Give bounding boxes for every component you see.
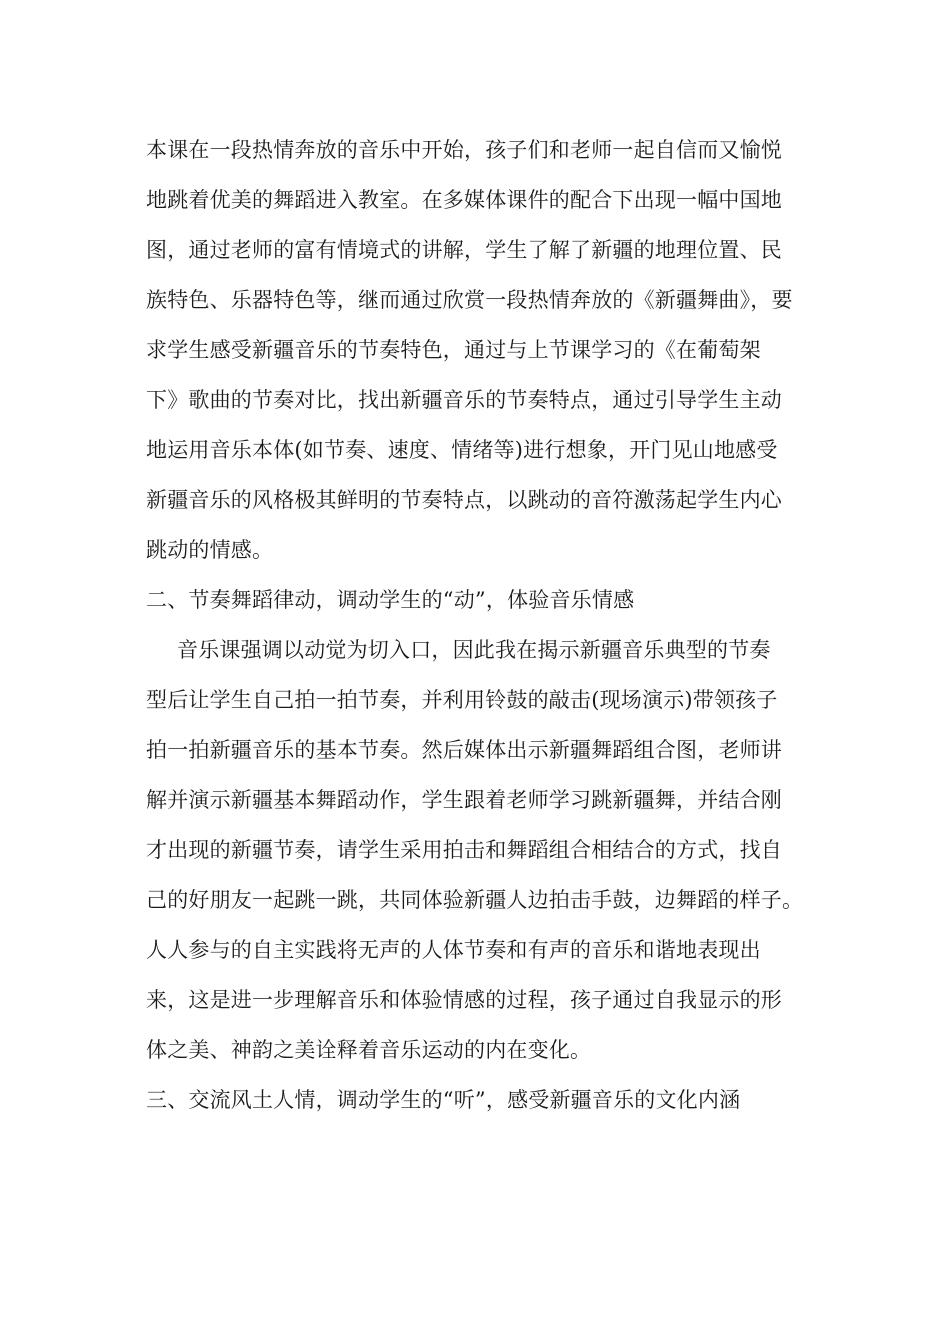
paragraph-line: 族特色、乐器特色等，继而通过欣赏一段热情奔放的《新疆舞曲》，要 — [146, 288, 793, 312]
paragraph-line: 己的好朋友一起跳一跳，共同体验新疆人边拍击手鼓，边舞蹈的样子。 — [146, 888, 804, 912]
section-heading: 二、节奏舞蹈律动，调动学生的“动”，体验音乐情感 — [146, 588, 635, 612]
paragraph-line: 人人参与的自主实践将无声的人体节奏和有声的音乐和谐地表现出 — [146, 938, 761, 962]
paragraph-line: 解并演示新疆基本舞蹈动作，学生跟着老师学习跳新疆舞，并结合刚 — [146, 788, 782, 812]
paragraph-line: 图，通过老师的富有情境式的讲解，学生了解了新疆的地理位置、民 — [146, 238, 782, 262]
paragraph-line: 型后让学生自己拍一拍节奏，并利用铃鼓的敲击(现场演示)带领孩子 — [146, 688, 778, 712]
paragraph-line: 音乐课强调以动觉为切入口，因此我在揭示新疆音乐典型的节奏 — [177, 638, 771, 662]
paragraph-line: 地跳着优美的舞蹈进入教室。在多媒体课件的配合下出现一幅中国地 — [146, 188, 782, 212]
paragraph-line: 地运用音乐本体(如节奏、速度、情绪等)进行想象，开门见山地感受 — [146, 438, 778, 462]
section-heading: 三、交流风土人情，调动学生的“听”，感受新疆音乐的文化内涵 — [146, 1088, 741, 1112]
paragraph-line: 才出现的新疆节奏，请学生采用拍击和舞蹈组合相结合的方式，找自 — [146, 838, 782, 862]
paragraph-line: 体之美、神韵之美诠释着音乐运动的内在变化。 — [146, 1038, 592, 1062]
paragraph-line: 跳动的情感。 — [146, 538, 274, 562]
paragraph-line: 求学生感受新疆音乐的节奏特色，通过与上节课学习的《在葡萄架 — [146, 338, 761, 362]
paragraph-line: 本课在一段热情奔放的音乐中开始，孩子们和老师一起自信而又愉悦 — [146, 138, 782, 162]
paragraph-line: 拍一拍新疆音乐的基本节奏。然后媒体出示新疆舞蹈组合图，老师讲 — [146, 738, 782, 762]
paragraph-line: 新疆音乐的风格极其鲜明的节奏特点，以跳动的音符激荡起学生内心 — [146, 488, 782, 512]
paragraph-line: 来，这是进一步理解音乐和体验情感的过程，孩子通过自我显示的形 — [146, 988, 782, 1012]
paragraph-line: 下》歌曲的节奏对比，找出新疆音乐的节奏特点，通过引导学生主动 — [146, 388, 782, 412]
